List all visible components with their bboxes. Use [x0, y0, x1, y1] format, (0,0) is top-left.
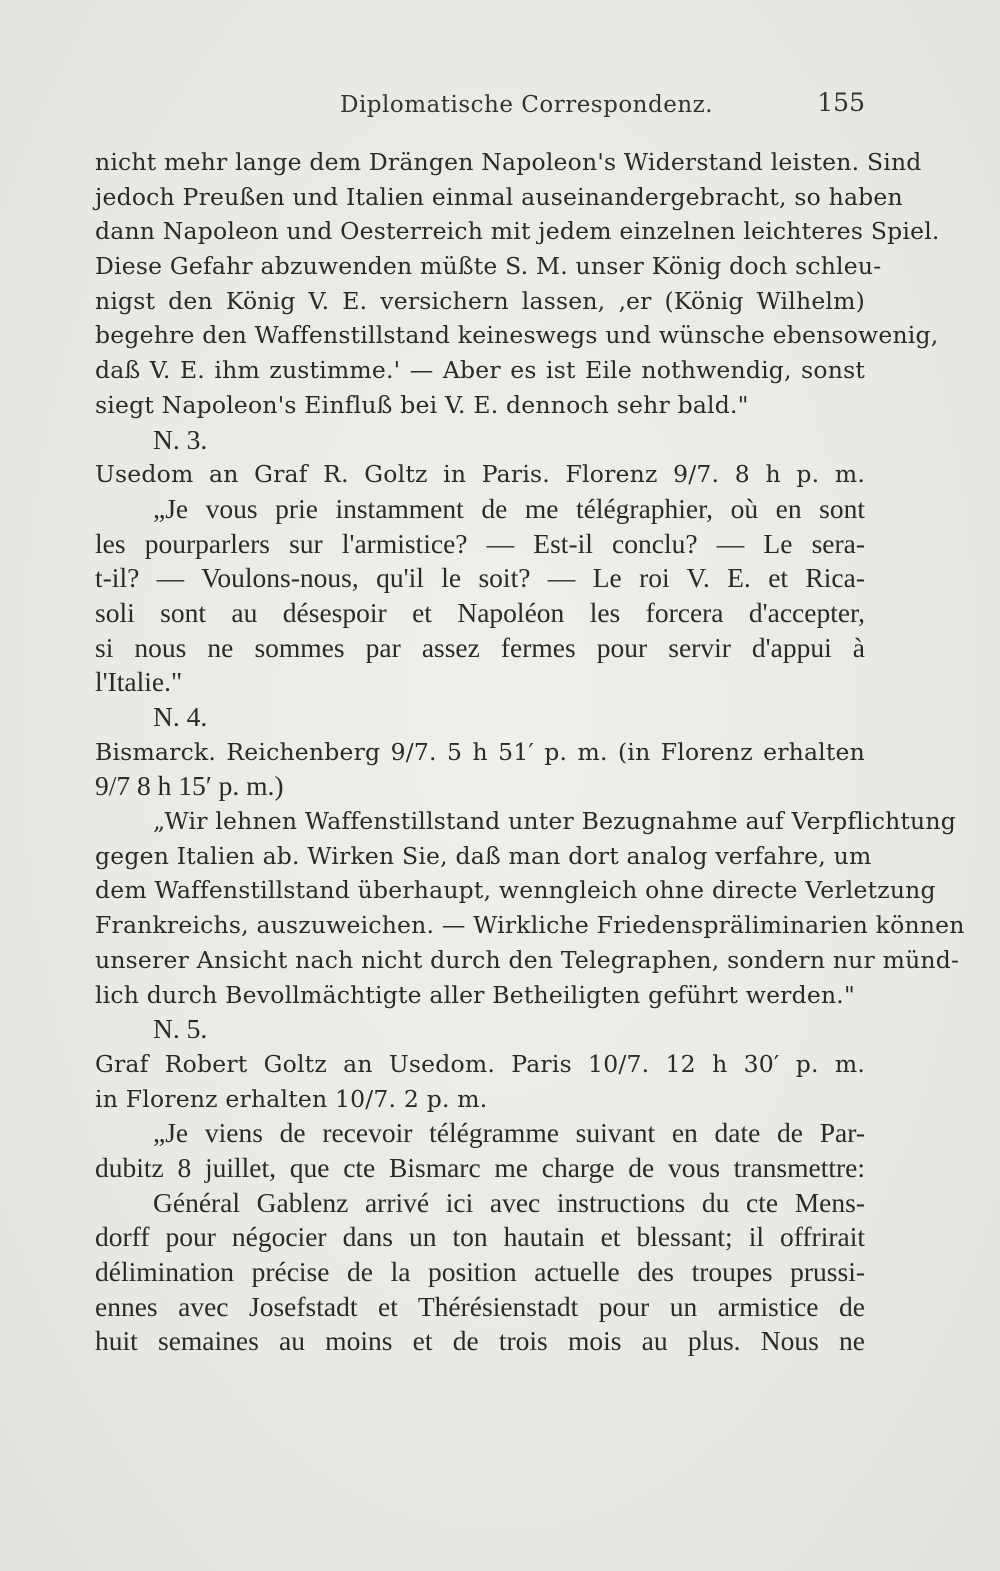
text-line: t-il? — Voulons-nous, qu'il le soit? — Le roi V. E. et Rica-: [95, 562, 865, 594]
document-number: N. 3.: [153, 423, 208, 455]
text-line: Frankreichs, auszuweichen. — Wirkliche Friedenspräliminarien können: [95, 911, 965, 940]
text-line: dubitz 8 juillet, que cte Bismarc me charge de vous transmettre:: [95, 1151, 865, 1183]
text-line: siegt Napoleon's Einfluß bei V. E. dennoch sehr bald.": [95, 390, 749, 419]
text-line: l'Italie.": [95, 666, 183, 698]
text-line: dorff pour négocier dans un ton hautain et blessant; il offrirait: [95, 1221, 865, 1253]
text-line: begehre den Waffenstillstand keineswegs und wünsche ebensowenig,: [95, 321, 939, 350]
page-number: 155: [817, 88, 865, 117]
text-line: „Wir lehnen Waffenstillstand unter Bezugnahme auf Verpflichtung: [153, 807, 956, 836]
text-line: dem Waffenstillstand überhaupt, wenngleich ohne directe Verletzung: [95, 876, 936, 905]
telegram-heading: Bismarck. Reichenberg 9/7. 5 h 51′ p. m. (in Florenz erhalten: [95, 737, 865, 766]
text-line: Général Gablenz arrivé ici avec instructions du cte Mens-: [153, 1186, 865, 1218]
text-line: ennes avec Josefstadt et Thérésienstadt pour un armistice de: [95, 1290, 865, 1322]
text-line: dann Napoleon und Oesterreich mit jedem einzelnen leichteres Spiel.: [95, 217, 940, 246]
text-line: soli sont au désespoir et Napoléon les forcera d'accepter,: [95, 596, 865, 628]
telegram-heading: in Florenz erhalten 10/7. 2 p. m.: [95, 1084, 488, 1113]
telegram-heading: 9/7 8 h 15′ p. m.): [95, 770, 284, 802]
text-line: daß V. E. ihm zustimme.' — Aber es ist Eile nothwendig, sonst: [95, 356, 865, 385]
text-line: nigst den König V. E. versichern lassen, ‚er (König Wilhelm): [95, 286, 865, 315]
text-line: Diese Gefahr abzuwenden müßte S. M. unser König doch schleu-: [95, 252, 882, 281]
text-line: si nous ne sommes par assez fermes pour servir d'appui à: [95, 631, 865, 663]
text-line: lich durch Bevollmächtigte aller Betheiligten geführt werden.": [95, 980, 855, 1009]
body-text: [95, 145, 965, 1359]
text-line: gegen Italien ab. Wirken Sie, daß man dort analog verfahre, um: [95, 841, 872, 870]
text-line: huit semaines au moins et de trois mois au plus. Nous ne: [95, 1325, 865, 1357]
running-head: Diplomatische Correspondenz.: [340, 92, 714, 118]
text-line: jedoch Preußen und Italien einmal auseinandergebracht, so haben: [95, 182, 903, 211]
text-line: „Je viens de recevoir télégramme suivant en date de Par-: [153, 1117, 865, 1149]
telegram-heading: Graf Robert Goltz an Usedom. Paris 10/7. 12 h 30′ p. m.: [95, 1049, 865, 1078]
text-line: les pourparlers sur l'armistice? — Est-il conclu? — Le sera-: [95, 527, 865, 559]
text-line: délimination précise de la position actuelle des troupes prussi-: [95, 1256, 865, 1287]
text-line: nicht mehr lange dem Drängen Napoleon's Widerstand leisten. Sind: [95, 148, 922, 176]
document-number: N. 5.: [153, 1013, 208, 1045]
text-line: „Je vous prie instamment de me télégraphier, où en sont: [153, 492, 865, 524]
telegram-heading: Usedom an Graf R. Goltz in Paris. Florenz 9/7. 8 h p. m.: [95, 460, 865, 489]
text-line: unserer Ansicht nach nicht durch den Telegraphen, sondern nur münd-: [95, 945, 960, 974]
page-header: [95, 88, 865, 128]
document-number: N. 4.: [153, 701, 208, 732]
